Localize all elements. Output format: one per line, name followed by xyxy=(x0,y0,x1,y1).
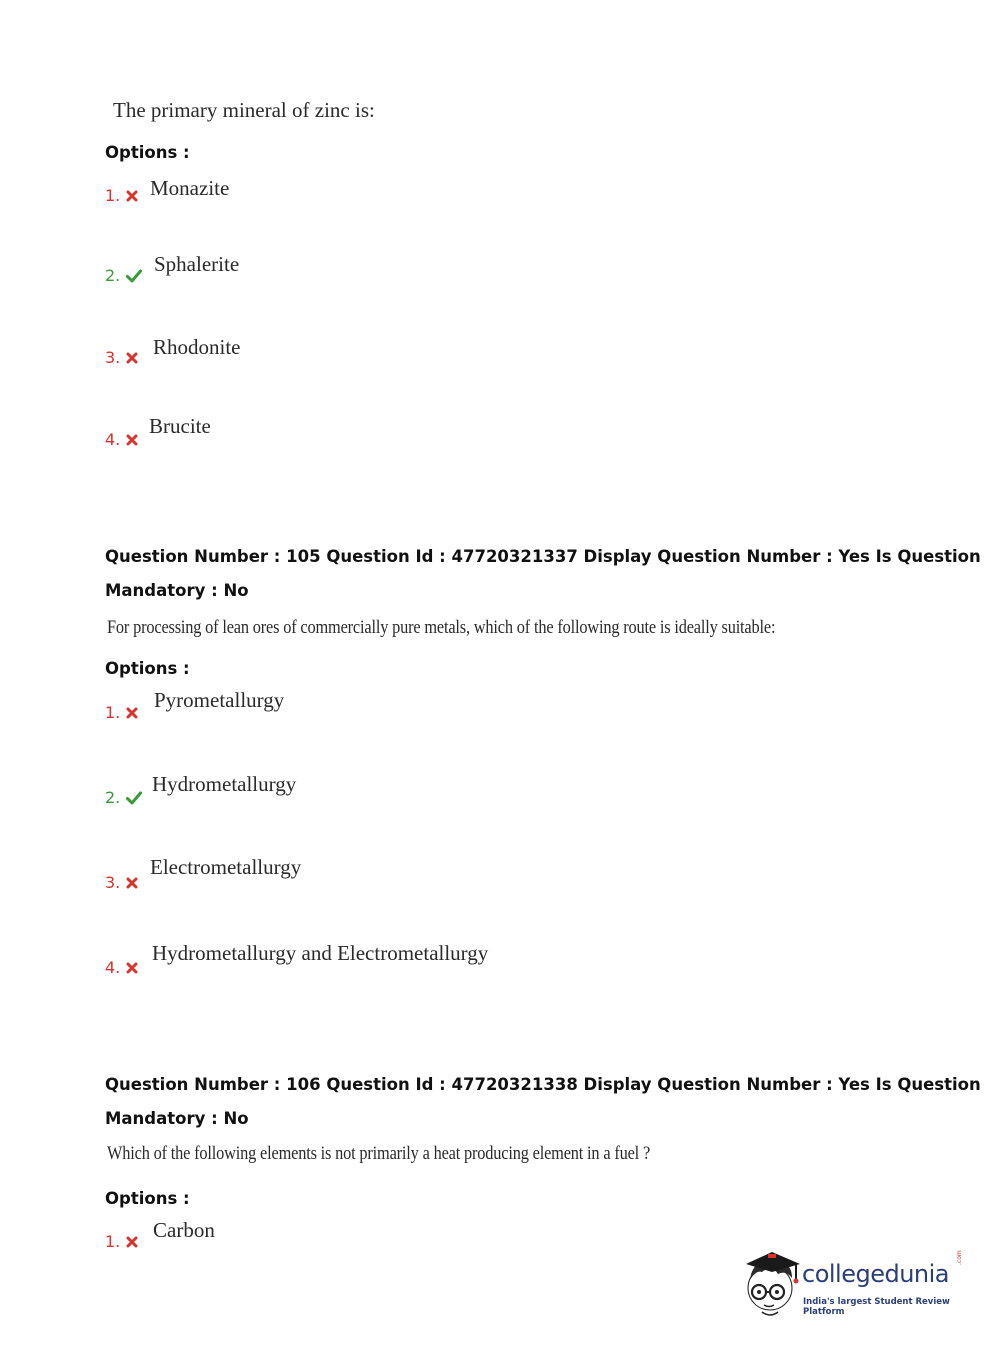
option-number: 3. xyxy=(105,348,121,367)
question-text: The primary mineral of zinc is: xyxy=(113,98,375,122)
logo-dotcom: .com xyxy=(956,1250,963,1265)
option-text: Hydrometallurgy xyxy=(152,772,297,796)
option-number: 1. xyxy=(105,186,121,205)
question-meta: Question Number : 106 Question Id : 47720321338 Display Question Number : Yes Is Question xyxy=(105,1075,981,1094)
option-number: 1. xyxy=(105,703,121,722)
question-meta-mandatory: Mandatory : No xyxy=(105,581,249,600)
question-text: Which of the following elements is not primarily a heat producing element in a fuel ? xyxy=(107,1143,651,1164)
option-text: Hydrometallurgy and Electrometallurgy xyxy=(152,941,489,965)
logo-tagline: India's largest Student Review Platform xyxy=(803,1297,950,1317)
option-number: 1. xyxy=(105,1232,121,1251)
option-text: Pyrometallurgy xyxy=(154,688,285,712)
option-text: Brucite xyxy=(149,414,211,438)
check-icon xyxy=(126,791,142,805)
option-marker xyxy=(105,266,142,285)
option-marker xyxy=(105,430,138,449)
cross-icon xyxy=(126,707,138,719)
question-meta-mandatory: Mandatory : No xyxy=(105,1109,249,1128)
option-marker xyxy=(105,1232,138,1251)
option-number: 4. xyxy=(105,958,121,977)
option-number: 4. xyxy=(105,430,121,449)
cross-icon xyxy=(126,877,138,889)
cross-icon xyxy=(126,434,138,446)
option-marker xyxy=(105,788,142,807)
logo-wordmark: collegedunia xyxy=(802,1260,950,1288)
question-text: For processing of lean ores of commercially pure metals, which of the following route is ideally suitable: xyxy=(107,617,776,638)
option-number: 3. xyxy=(105,873,121,892)
cross-icon xyxy=(126,1236,138,1248)
option-marker xyxy=(105,958,138,977)
option-marker xyxy=(105,703,138,722)
collegedunia-logo[interactable] xyxy=(742,1250,972,1320)
options-label: Options : xyxy=(105,659,190,678)
option-marker xyxy=(105,873,138,892)
option-number: 2. xyxy=(105,788,121,807)
cross-icon xyxy=(126,352,138,364)
options-label: Options : xyxy=(105,1189,190,1208)
option-marker xyxy=(105,186,138,205)
options-label: Options : xyxy=(105,143,190,162)
option-text: Electrometallurgy xyxy=(150,855,302,879)
option-marker xyxy=(105,348,138,367)
option-text: Rhodonite xyxy=(153,335,241,359)
check-icon xyxy=(126,269,142,283)
cross-icon xyxy=(126,962,138,974)
option-text: Sphalerite xyxy=(154,252,240,276)
option-text: Carbon xyxy=(153,1218,215,1242)
question-meta: Question Number : 105 Question Id : 47720321337 Display Question Number : Yes Is Question xyxy=(105,547,981,566)
cross-icon xyxy=(126,190,138,202)
option-text: Monazite xyxy=(150,176,230,200)
mascot-icon xyxy=(742,1250,802,1320)
option-number: 2. xyxy=(105,266,121,285)
